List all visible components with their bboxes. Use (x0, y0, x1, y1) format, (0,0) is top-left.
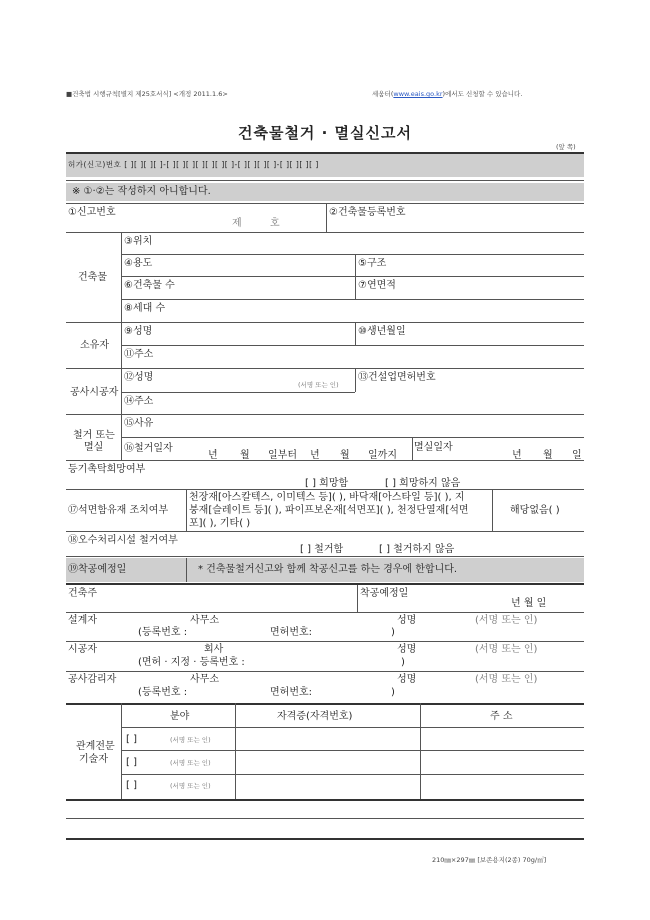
asbestos-label: ⑰석면함유재 조치여부 (68, 505, 169, 516)
rule (66, 232, 584, 233)
col-line (355, 322, 356, 345)
sewage-yes-checkbox[interactable]: [ ] 철거함 (300, 544, 344, 555)
loss-day: 일 (572, 450, 582, 461)
registry-not-want-checkbox[interactable]: [ ] 희망하지 않음 (385, 478, 461, 489)
rule (66, 203, 584, 204)
owner-label: 소유자 (80, 340, 109, 351)
supervisor-close: ) (391, 687, 395, 698)
experts-label-2: 기술자 (79, 754, 108, 765)
rule (66, 703, 584, 705)
sewage-no-checkbox[interactable]: [ ] 철거하지 않음 (379, 544, 455, 555)
col-line (355, 254, 356, 300)
building-count-label: ⑥건축물 수 (124, 280, 175, 291)
rule (121, 392, 355, 393)
rule (121, 299, 584, 300)
building-label: 건축물 (78, 272, 107, 283)
rule (66, 671, 584, 672)
rule (66, 180, 584, 181)
demolition-until-year: 년 (310, 450, 320, 461)
asbestos-line-3[interactable]: 포]( ), 기타( ) (189, 518, 251, 529)
form-reference-note: ■건축법 시행규칙[별지 제25호서식] <개정 2011.1.6> (66, 90, 228, 98)
loss-year: 년 (512, 450, 522, 461)
experts-label-1: 관계전문 (76, 741, 115, 752)
contractor-label: 공사시공자 (70, 387, 119, 398)
col-line (121, 703, 122, 799)
registry-want-checkbox[interactable]: [ ] 희망함 (305, 478, 349, 489)
rule (66, 799, 584, 801)
rule (121, 437, 584, 438)
start-date-value: 년 월 일 (511, 598, 547, 609)
expert-sign: (서명 또는 인) (170, 759, 211, 767)
owner-birth-label: ⑩생년월일 (358, 326, 406, 337)
expert-checkbox[interactable]: [ ] (126, 757, 137, 768)
designer-license: 면허번호: (270, 627, 313, 638)
col-field-header: 분야 (170, 711, 190, 722)
rule (66, 818, 584, 819)
demolition-from: 일부터 (268, 450, 297, 461)
builder-name: 성명 (397, 644, 417, 655)
owner-address-label: ⑪주소 (124, 349, 154, 360)
client-label: 건축주 (68, 588, 97, 599)
col-line (186, 558, 187, 582)
location-label: ③위치 (124, 236, 153, 247)
col-addr-header: 주 소 (490, 711, 513, 722)
rule (66, 368, 584, 369)
supervisor-label: 공사감리자 (68, 674, 117, 685)
col-cert-header: 자격증(자격번호) (277, 711, 353, 722)
col-line (492, 489, 493, 531)
rule (66, 612, 584, 613)
supervisor-name: 성명 (397, 674, 417, 685)
rule (66, 460, 584, 461)
rule (66, 322, 584, 323)
col-line (235, 703, 236, 799)
expert-sign: (서명 또는 인) (170, 782, 211, 790)
demolition-until: 일까지 (368, 450, 397, 461)
col-line (357, 585, 358, 612)
expert-sign: (서명 또는 인) (170, 736, 211, 744)
rule (121, 774, 584, 775)
supervisor-sign: (서명 또는 인) (475, 674, 538, 685)
demolition-label-2: 멸실 (84, 442, 104, 453)
designer-reg: (등록번호 : (138, 627, 188, 638)
contractor-address-label: ⑭주소 (124, 396, 154, 407)
permit-number-field[interactable]: 허가(신고)번호 [ ][ ][ ][ ]-[ ][ ][ ][ ][ ][ ][ ]-[ ][ ][ ][ ]-[ ][ ][ ][ ] (68, 160, 319, 169)
rule (66, 531, 584, 532)
start-date-sub-label: 착공예정일 (360, 588, 409, 599)
sewage-label: ⑱오수처리시설 철거여부 (68, 535, 178, 546)
use-label: ④용도 (124, 258, 153, 269)
top-border (66, 152, 584, 154)
demolition-from-month: 월 (240, 450, 250, 461)
start-note: * 건축물철거신고와 함께 착공신고를 하는 경우에 한합니다. (198, 564, 458, 575)
households-label: ⑧세대 수 (124, 303, 166, 314)
designer-close: ) (391, 627, 395, 638)
rule (121, 727, 584, 728)
eais-link[interactable]: www.eais.go.kr (393, 90, 443, 98)
demolition-label-1: 철거 또는 (73, 430, 115, 441)
expert-checkbox[interactable]: [ ] (126, 780, 137, 791)
designer-sign: (서명 또는 인) (475, 615, 538, 626)
asbestos-line-1[interactable]: 천장재[아스칼텍스, 이미텍스 등]( ), 바닥재[아스타일 등]( ), 지 (189, 492, 465, 503)
note-text: ※ ①·②는 작성하지 아니합니다. (72, 186, 211, 197)
designer-label: 설계자 (68, 615, 97, 626)
supervisor-license: 면허번호: (270, 687, 313, 698)
col-line (121, 232, 122, 460)
demolition-from-year: 년 (208, 450, 218, 461)
reason-label: ⑮사유 (124, 418, 154, 429)
loss-date-label: 멸실일자 (414, 442, 453, 453)
builder-reg: (면허 · 지정 · 등록번호 : (138, 657, 245, 668)
owner-name-label: ⑨성명 (124, 326, 153, 337)
asbestos-none-checkbox[interactable]: 해당없음( ) (510, 505, 560, 516)
col-line (412, 437, 413, 460)
floor-area-label: ⑦연면적 (358, 280, 396, 291)
col-line (326, 203, 327, 233)
construction-license-label: ⑬건설업면허번호 (358, 372, 436, 383)
col-line (355, 368, 356, 392)
contractor-name-label: ⑫성명 (124, 372, 154, 383)
builder-sign: (서명 또는 인) (475, 644, 538, 655)
report-no-ho: 호 (270, 218, 280, 229)
builder-label: 시공자 (68, 644, 97, 655)
rule (121, 345, 584, 346)
bldg-reg-no-label: ②건축물등록번호 (329, 207, 406, 218)
rule (66, 489, 584, 490)
designer-office: 사무소 (190, 615, 219, 626)
asbestos-line-2[interactable]: 붕재[슬레이트 등]( ), 파이프보온재[석면포]( ), 천정단열재[석면 (189, 505, 469, 516)
report-no-je: 제 (232, 218, 242, 229)
supervisor-office: 사무소 (190, 674, 219, 685)
loss-month: 월 (543, 450, 553, 461)
online-notice-post: )에서도 신청할 수 있습니다. (442, 90, 523, 98)
builder-company: 회사 (204, 644, 224, 655)
report-no-label: ①신고번호 (68, 207, 116, 218)
supervisor-reg: (등록번호 : (138, 687, 188, 698)
designer-name: 성명 (397, 615, 417, 626)
demolition-until-month: 월 (340, 450, 350, 461)
online-notice-pre: 세움터( (372, 90, 394, 98)
rule (66, 641, 584, 642)
rule (66, 414, 584, 415)
rule (121, 750, 584, 751)
rule (121, 254, 584, 255)
paper-spec: 210㎜×297㎜ [보존용지(2종) 70g/㎡] (432, 856, 547, 864)
bottom-border (66, 838, 584, 840)
page-side-mark: (앞 쪽) (556, 143, 576, 151)
col-line (420, 703, 421, 799)
contractor-sign: (서명 또는 인) (298, 381, 339, 389)
demolition-date-label: ⑯철거일자 (124, 443, 173, 454)
online-notice (372, 90, 522, 98)
registry-label: 등기촉탁희망여부 (68, 464, 146, 475)
rule (66, 583, 584, 585)
rule (66, 556, 584, 557)
page-title: 건축물철거 · 멸실신고서 (237, 124, 413, 142)
start-date-label: ⑲착공예정일 (68, 564, 127, 575)
rule (121, 276, 584, 277)
col-line (186, 489, 187, 531)
builder-close: ) (401, 657, 405, 668)
structure-label: ⑤구조 (358, 258, 387, 269)
expert-checkbox[interactable]: [ ] (126, 734, 137, 745)
